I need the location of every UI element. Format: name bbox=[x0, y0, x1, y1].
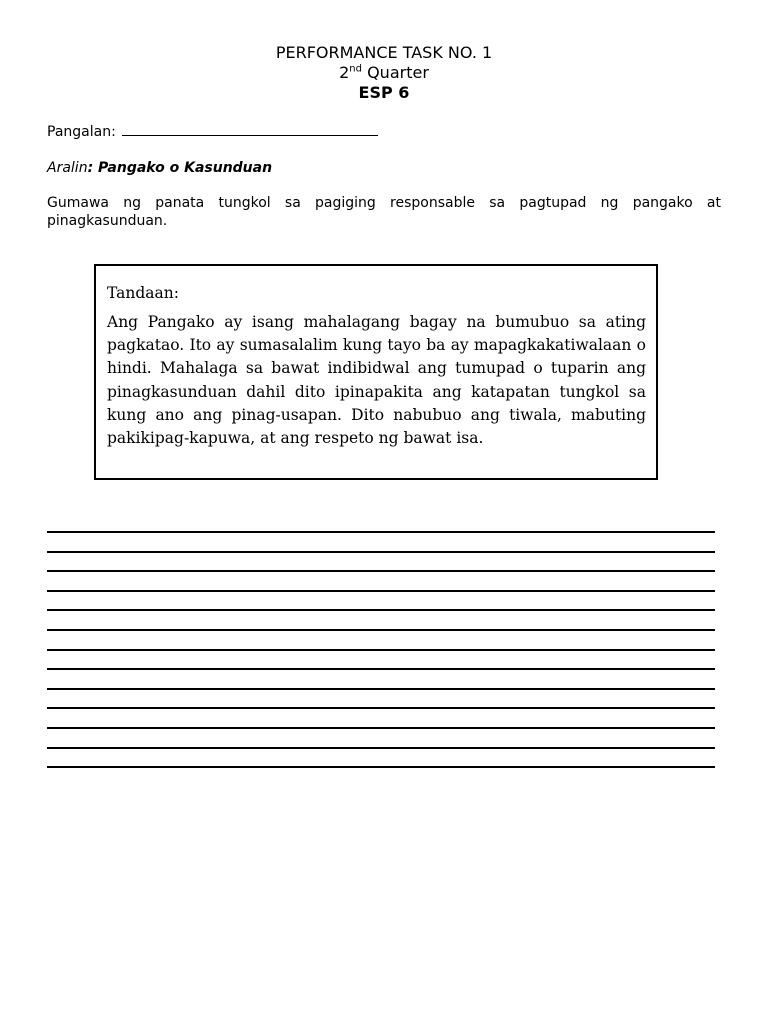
answer-line[interactable] bbox=[47, 590, 715, 592]
answer-line[interactable] bbox=[47, 747, 715, 749]
lesson-label: Aralin bbox=[47, 160, 88, 176]
answer-line[interactable] bbox=[47, 707, 715, 709]
answer-line[interactable] bbox=[47, 609, 715, 611]
answer-line[interactable] bbox=[47, 668, 715, 670]
quarter-label bbox=[0, 63, 768, 83]
lesson-line bbox=[47, 159, 272, 177]
name-field bbox=[47, 121, 378, 141]
answer-line[interactable] bbox=[47, 551, 715, 553]
answer-line[interactable] bbox=[47, 531, 715, 533]
subject-label: ESP 6 bbox=[358, 83, 410, 102]
answer-line[interactable] bbox=[47, 688, 715, 690]
quarter-number: 2 bbox=[339, 63, 350, 82]
answer-line[interactable] bbox=[47, 766, 715, 768]
quarter-suffix: nd bbox=[349, 63, 362, 75]
answer-line[interactable] bbox=[47, 649, 715, 651]
answer-line[interactable] bbox=[47, 727, 715, 729]
quarter-word: Quarter bbox=[367, 63, 429, 82]
lesson-title: : Pangako o Kasunduan bbox=[87, 160, 273, 176]
instructions-text: Gumawa ng panata tungkol sa pagiging responsable sa pagtupad ng pangako at pinagkasunduan. bbox=[47, 195, 721, 229]
reminder-box bbox=[94, 264, 658, 480]
worksheet-title: PERFORMANCE TASK NO. 1 bbox=[275, 43, 493, 62]
reminder-body: Ang Pangako ay isang mahalagang bagay na bumubuo sa ating pagkatao. Ito ay sumasalalim kung tayo ba ay mapagkakatiwalaan o hindi. Mahalaga sa bawat indibidwal ang tumupad o tuparin ang pinagkasunduan dahil dito ipinapakita ang katapatan tungkol sa kung ano ang pinag-usapan. Dito nabubuo ang tiwala, mabuting pakikipag-kapuwa, at ang respeto ng bawat isa. bbox=[107, 313, 646, 448]
answer-line[interactable] bbox=[47, 570, 715, 572]
name-blank-line[interactable] bbox=[122, 121, 378, 136]
name-label: Pangalan: bbox=[47, 124, 116, 140]
reminder-heading: Tandaan: bbox=[107, 284, 179, 302]
answer-line[interactable] bbox=[47, 629, 715, 631]
